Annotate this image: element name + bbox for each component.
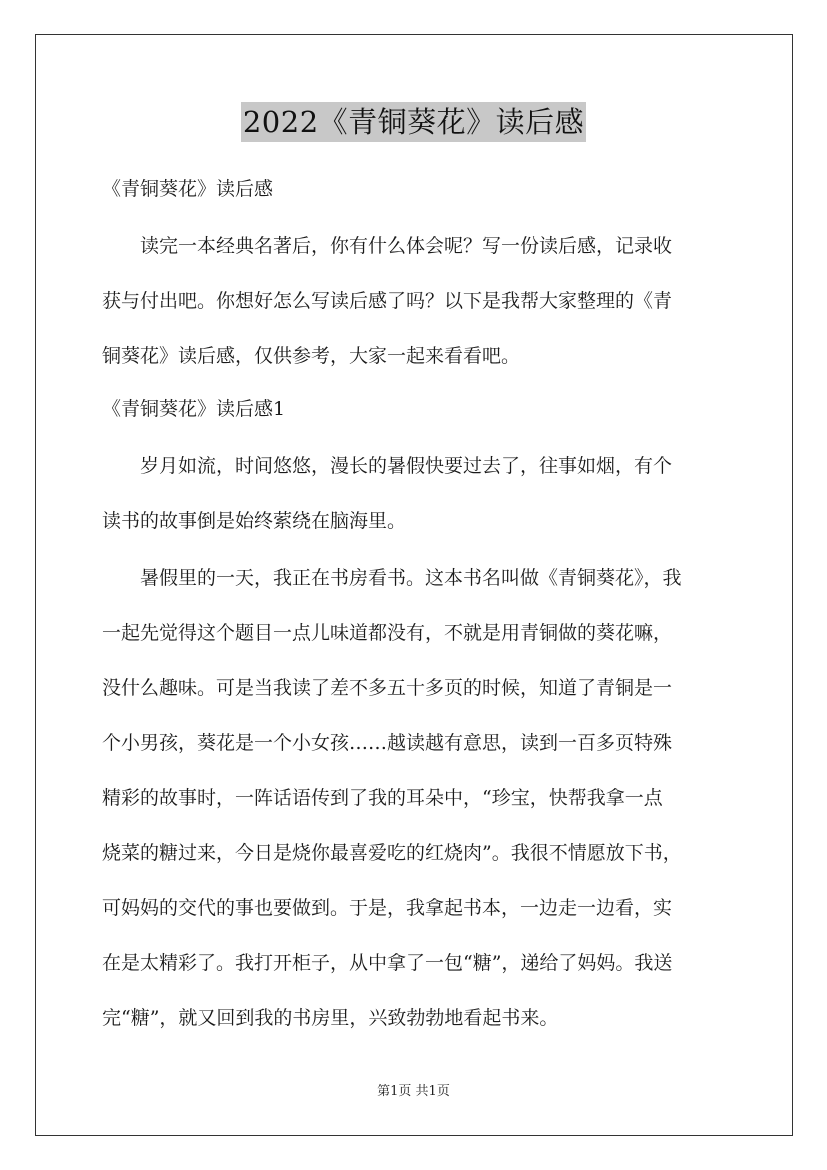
- paragraph-line: 读完一本经典名著后，你有什么体会呢？写一份读后感，记录收: [140, 235, 673, 257]
- document-body: [102, 176, 742, 1032]
- paragraph-line: 读书的故事倒是始终萦绕在脑海里。: [102, 510, 407, 532]
- paragraph-line: 一起先觉得这个题目一点儿味道都没有，不就是用青铜做的葵花嘛，: [102, 622, 673, 644]
- paragraph-line: 可妈妈的交代的事也要做到。于是，我拿起书本，一边走一边看，实: [102, 897, 673, 919]
- title-container: [0, 102, 827, 142]
- document-title: 2022《青铜葵花》读后感: [241, 102, 586, 142]
- paragraph-line: 个小男孩，葵花是一个小女孩……越读越有意思，读到一百多页特殊: [102, 732, 673, 754]
- section-heading: 《青铜葵花》读后感: [102, 178, 274, 200]
- paragraph-line: 烧菜的糖过来，今日是烧你最喜爱吃的红烧肉”。我很不情愿放下书，: [102, 842, 682, 864]
- page-number-footer: 第1页 共1页: [377, 1084, 450, 1099]
- paragraph-line: 铜葵花》读后感，仅供参考，大家一起来看看吧。: [102, 345, 521, 367]
- paragraph-line: 精彩的故事时，一阵话语传到了我的耳朵中，“珍宝，快帮我拿一点: [102, 787, 663, 809]
- paragraph-line: 在是太精彩了。我打开柜子，从中拿了一包“糖”，递给了妈妈。我送: [102, 952, 673, 974]
- paragraph-line: 岁月如流，时间悠悠，漫长的暑假快要过去了，往事如烟，有个: [140, 455, 673, 477]
- paragraph-line: 完“糖”，就又回到我的书房里，兴致勃勃地看起书来。: [102, 1007, 559, 1029]
- paragraph-line: 暑假里的一天，我正在书房看书。这本书名叫做《青铜葵花》，我: [140, 567, 682, 589]
- section-heading: 《青铜葵花》读后感1: [102, 398, 286, 420]
- paragraph-line: 没什么趣味。可是当我读了差不多五十多页的时候，知道了青铜是一: [102, 677, 673, 699]
- paragraph-line: 获与付出吧。你想好怎么写读后感了吗？以下是我帮大家整理的《青: [102, 290, 673, 312]
